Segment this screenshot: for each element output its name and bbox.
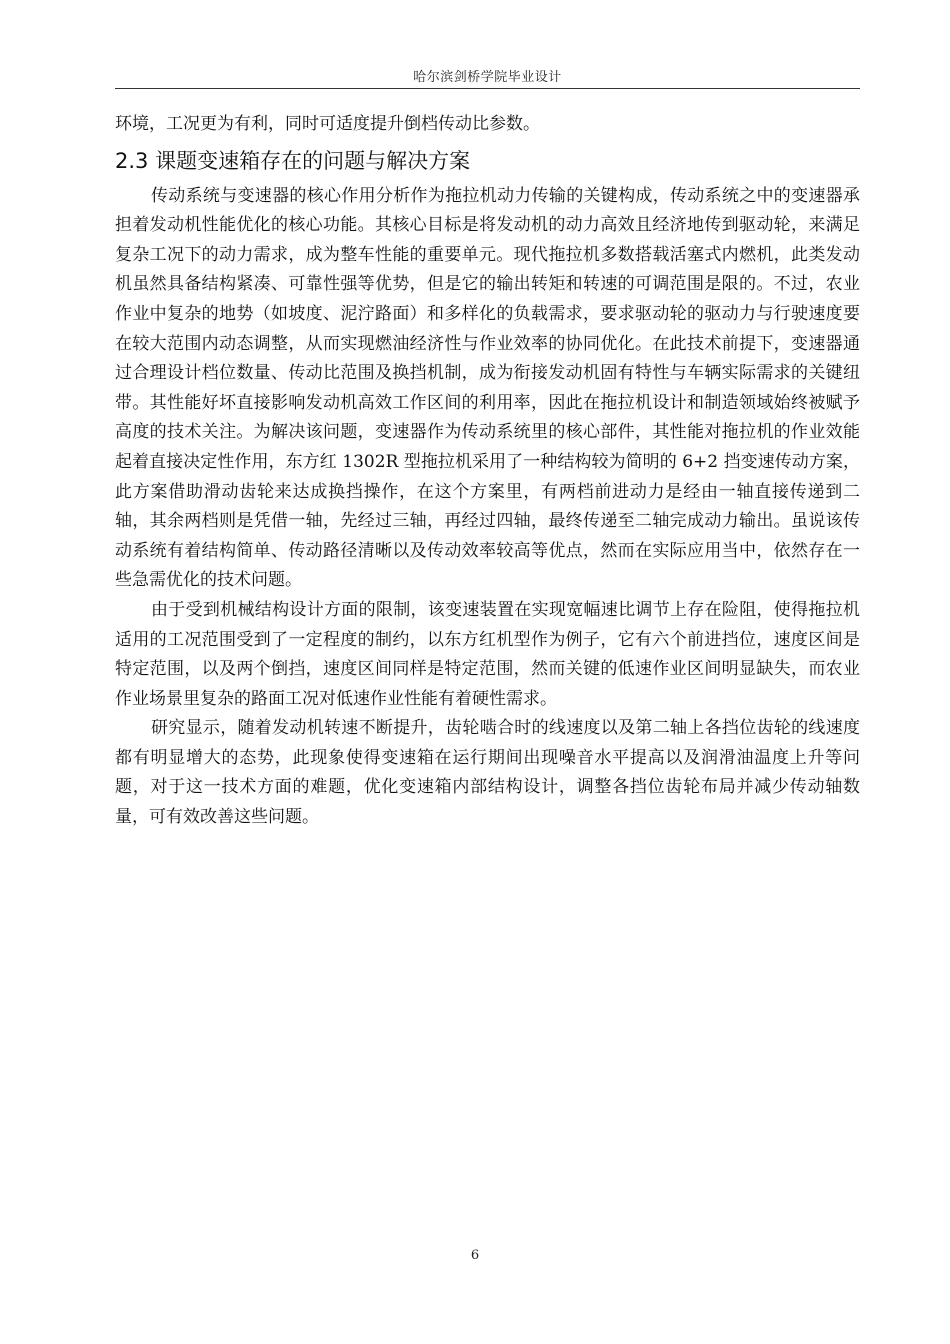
page-body [115, 110, 860, 833]
body-paragraph-2: 由于受到机械结构设计方面的限制，该变速装置在实现宽幅速比调节上存在险阻，使得拖拉机适用的工况范围受到了一定程度的制约，以东方红机型作为例子，它有六个前进挡位，速度区间是特定范围，以及两个倒挡，速度区间同样是特定范围，然而关键的低速作业区间明显缺失，而农业作业场景里复杂的路面工况对低速作业性能有着硬性需求。 [115, 599, 860, 709]
running-header: 哈尔滨剑桥学院毕业设计 [413, 70, 562, 85]
body-paragraph-1: 传动系统与变速器的核心作用分析作为拖拉机动力传输的关键构成，传动系统之中的变速器承担着发动机性能优化的核心功能。其核心目标是将发动机的动力高效且经济地传到驱动轮，来满足复杂工况下的动力需求，成为整车性能的重要单元。现代拖拉机多数搭载活塞式内燃机，此类发动机虽然具备结构紧凑、可靠性强等优势，但是它的输出转矩和转速的可调范围是限的。不过，农业作业中复杂的地势（如坡度、泥泞路面）和多样化的负载需求，要求驱动轮的驱动力与行驶速度要在较大范围内动态调整，从而实现燃油经济性与作业效率的协同优化。在此技术前提下，变速器通过合理设计档位数量、传动比范围及换挡机制，成为衔接发动机固有特性与车辆实际需求的关键纽带。其性能好坏直接影响发动机高效工作区间的利用率，因此在拖拉机设计和制造领域始终被赋予高度的技术关注。为解决该问题，变速器作为传动系统里的核心部件，其性能对拖拉机的作业效能起着直接决定性作用，东方红 1302R 型拖拉机采用了一种结构较为简明的 6+2 挡变速传动方案，此方案借助滑动齿轮来达成换挡操作，在这个方案里，有两档前进动力是经由一轴直接传递到二轴，其余两档则是凭借一轴，先经过三轴，再经过四轴，最终传递至二轴完成动力输出。虽说该传动系统有着结构简单、传动路径清晰以及传动效率较高等优点，然而在实际应用当中，依然存在一些急需优化的技术问题。 [115, 185, 860, 591]
body-paragraph-3: 研究显示，随着发动机转速不断提升，齿轮啮合时的线速度以及第二轴上各挡位齿轮的线速度都有明显增大的态势，此现象使得变速箱在运行期间出现噪音水平提高以及润滑油温度上升等问题，对于这一技术方面的难题，优化变速箱内部结构设计，调整各挡位齿轮布局并减少传动轴数量，可有效改善这些问题。 [115, 718, 860, 828]
header-divider [115, 88, 860, 89]
section-heading: 2.3 课题变速箱存在的问题与解决方案 [115, 148, 471, 173]
page-number: 6 [470, 1248, 480, 1263]
continuation-paragraph: 环境，工况更为有利，同时可适度提升倒档传动比参数。 [115, 114, 540, 134]
